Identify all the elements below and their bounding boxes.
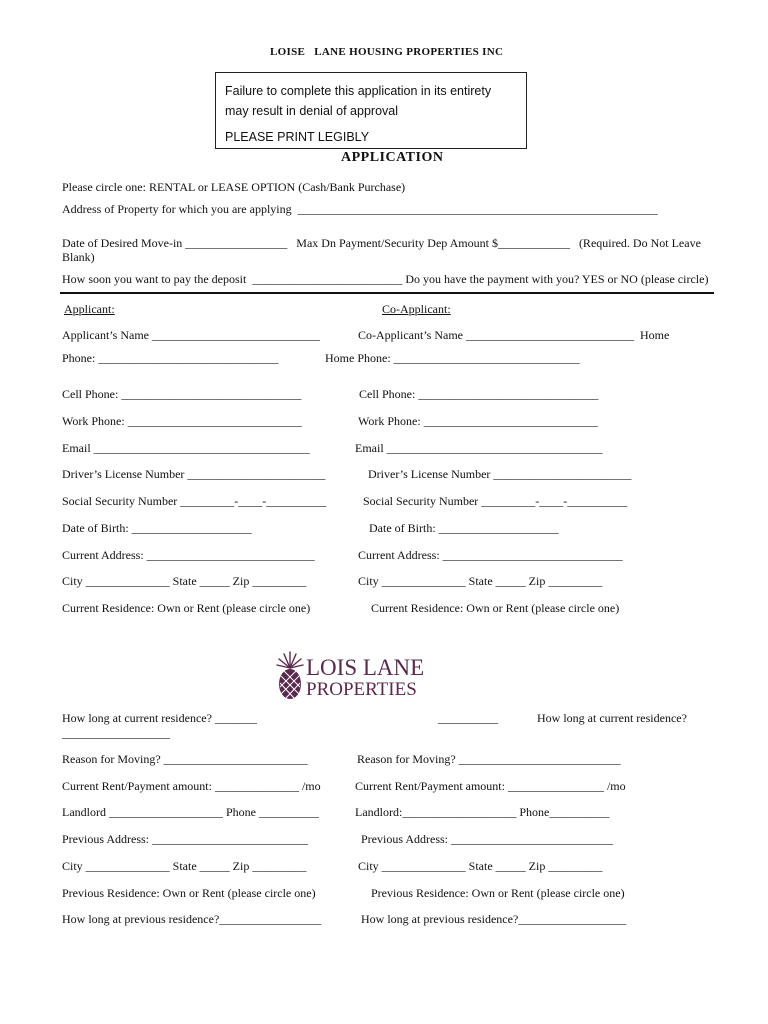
applicant-how-long-current-cont[interactable]: __________________ — [62, 726, 170, 740]
co-applicant-cell-phone-field[interactable]: Cell Phone: ______________________________ — [359, 387, 599, 401]
notice-line-2: may result in denial of approval — [225, 104, 399, 118]
move-in-field-cont: Blank) — [62, 250, 95, 264]
divider — [60, 292, 714, 294]
company-logo — [276, 650, 428, 702]
co-applicant-home-phone-field[interactable]: Home Phone: _______________________________ — [325, 351, 580, 365]
logo-line-1: LOIS LANE — [306, 655, 425, 680]
applicant-prev-city-state-zip-field[interactable]: City ______________ State _____ Zip _________ — [62, 859, 307, 873]
applicant-how-long-previous-field[interactable]: How long at previous residence?_________________ — [62, 912, 322, 926]
applicant-current-residence[interactable]: Current Residence: Own or Rent (please circle one) — [62, 601, 311, 615]
company-title: LOISE LANE HOUSING PROPERTIES INC — [270, 46, 504, 58]
applicant-reason-moving-field[interactable]: Reason for Moving? ________________________ — [62, 752, 308, 766]
co-applicant-city-state-zip-field[interactable]: City ______________ State _____ Zip _________ — [358, 574, 603, 588]
notice-line-3: PLEASE PRINT LEGIBLY — [225, 130, 370, 144]
applicant-work-phone-field[interactable]: Work Phone: _____________________________ — [62, 414, 302, 428]
form-title: APPLICATION — [341, 150, 444, 165]
co-applicant-reason-moving-field[interactable]: Reason for Moving? ___________________________ — [357, 752, 621, 766]
deposit-field[interactable]: How soon you want to pay the deposit _________________________ Do you have the payment with you? YES or NO (please circle) — [62, 272, 709, 286]
co-applicant-landlord-field[interactable]: Landlord:___________________ Phone__________ — [355, 805, 610, 819]
co-applicant-previous-residence[interactable]: Previous Residence: Own or Rent (please circle one) — [371, 886, 625, 900]
applicant-how-long-current-field[interactable]: How long at current residence? _______ — [62, 711, 257, 725]
applicant-city-state-zip-field[interactable]: City ______________ State _____ Zip _________ — [62, 574, 307, 588]
co-applicant-ssn-field[interactable]: Social Security Number _________-____-__________ — [363, 494, 628, 508]
applicant-rent-amount-field[interactable]: Current Rent/Payment amount: ______________ /mo — [62, 779, 321, 793]
applicant-home-phone-field[interactable]: Phone: ______________________________ — [62, 351, 279, 365]
co-applicant-how-long-current-label: How long at current residence? — [537, 711, 687, 725]
circle-one-line[interactable]: Please circle one: RENTAL or LEASE OPTION (Cash/Bank Purchase) — [62, 180, 406, 194]
property-address-field[interactable]: Address of Property for which you are applying ____________________________________________________________ — [62, 202, 658, 216]
applicant-previous-address-field[interactable]: Previous Address: __________________________ — [62, 832, 308, 846]
co-applicant-heading: Co-Applicant: — [382, 302, 451, 316]
applicant-heading: Applicant: — [64, 302, 115, 316]
move-in-field[interactable]: Date of Desired Move-in _________________ Max Dn Payment/Security Dep Amount $____________ (Required. Do Not Leave — [62, 236, 701, 250]
co-applicant-name-field[interactable]: Co-Applicant’s Name ____________________________ Home — [358, 328, 670, 342]
applicant-cell-phone-field[interactable]: Cell Phone: ______________________________ — [62, 387, 302, 401]
co-applicant-current-residence[interactable]: Current Residence: Own or Rent (please circle one) — [371, 601, 620, 615]
co-applicant-current-address-field[interactable]: Current Address: ______________________________ — [358, 548, 623, 562]
co-applicant-how-long-previous-field[interactable]: How long at previous residence?__________________ — [361, 912, 627, 926]
applicant-current-address-field[interactable]: Current Address: ____________________________ — [62, 548, 315, 562]
co-applicant-license-field[interactable]: Driver’s License Number _______________________ — [368, 467, 632, 481]
co-applicant-email-field[interactable]: Email ____________________________________ — [355, 441, 603, 455]
applicant-previous-residence[interactable]: Previous Residence: Own or Rent (please circle one) — [62, 886, 316, 900]
applicant-license-field[interactable]: Driver’s License Number _______________________ — [62, 467, 326, 481]
co-applicant-previous-address-field[interactable]: Previous Address: ___________________________ — [361, 832, 613, 846]
pineapple-icon — [276, 650, 304, 702]
co-applicant-rent-amount-field[interactable]: Current Rent/Payment amount: ________________ /mo — [355, 779, 626, 793]
co-applicant-dob-field[interactable]: Date of Birth: ____________________ — [369, 521, 559, 535]
co-applicant-how-long-current-blank[interactable]: __________ — [438, 711, 498, 725]
logo-line-2: PROPERTIES — [306, 679, 417, 700]
applicant-email-field[interactable]: Email ____________________________________ — [62, 441, 310, 455]
applicant-name-field[interactable]: Applicant’s Name ____________________________ — [62, 328, 320, 342]
notice-box — [215, 72, 527, 149]
applicant-ssn-field[interactable]: Social Security Number _________-____-__________ — [62, 494, 327, 508]
applicant-dob-field[interactable]: Date of Birth: ____________________ — [62, 521, 252, 535]
co-applicant-prev-city-state-zip-field[interactable]: City ______________ State _____ Zip _________ — [358, 859, 603, 873]
co-applicant-work-phone-field[interactable]: Work Phone: _____________________________ — [358, 414, 598, 428]
applicant-landlord-field[interactable]: Landlord ___________________ Phone __________ — [62, 805, 319, 819]
notice-line-1: Failure to complete this application in its entirety — [225, 84, 492, 98]
